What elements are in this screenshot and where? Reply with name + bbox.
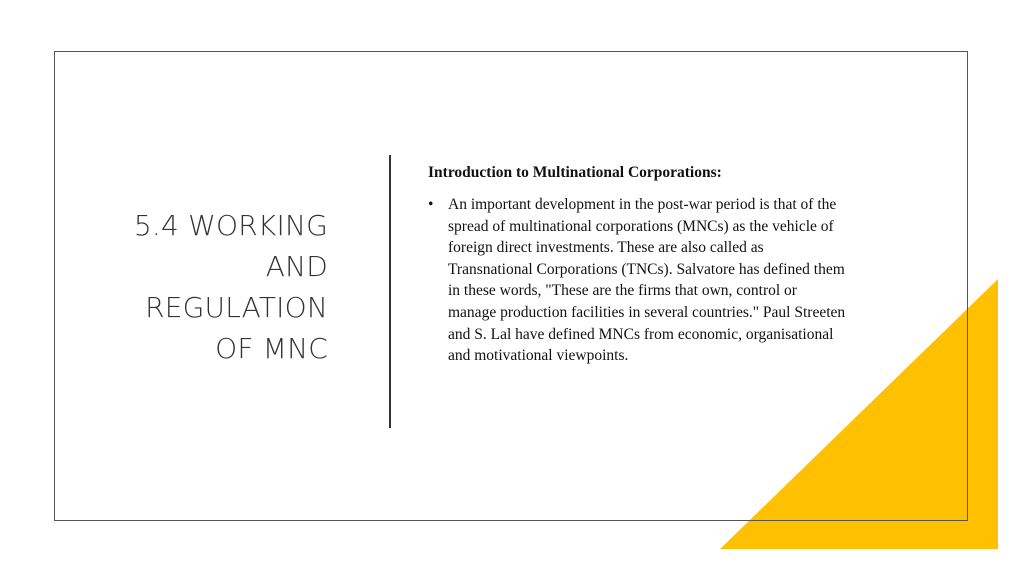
title-line-4: OF MNC xyxy=(215,332,328,365)
bullet-marker: • xyxy=(428,196,434,213)
bullet-text: An important development in the post-war period is that of the spread of multinational corporations (MNCs) as the vehicle of foreign direct investments. These are also called as Transnational Corporations (TNCs). Salvatore has defined them in these words, "These are the firms that own, control or manage production facilities in several countries." Paul Streeten and S. Lal have defined MNCs from economic, organisational and motivational viewpoints. xyxy=(448,196,846,365)
slide-title xyxy=(90,205,328,369)
content-body xyxy=(428,163,848,367)
title-line-1: 5.4 WORKING xyxy=(133,209,328,242)
title-line-2: AND xyxy=(265,250,328,283)
bullet-item xyxy=(428,194,848,367)
title-line-3: REGULATION xyxy=(145,291,328,324)
vertical-divider xyxy=(389,155,391,428)
content-heading: Introduction to Multinational Corporations: xyxy=(428,164,722,181)
